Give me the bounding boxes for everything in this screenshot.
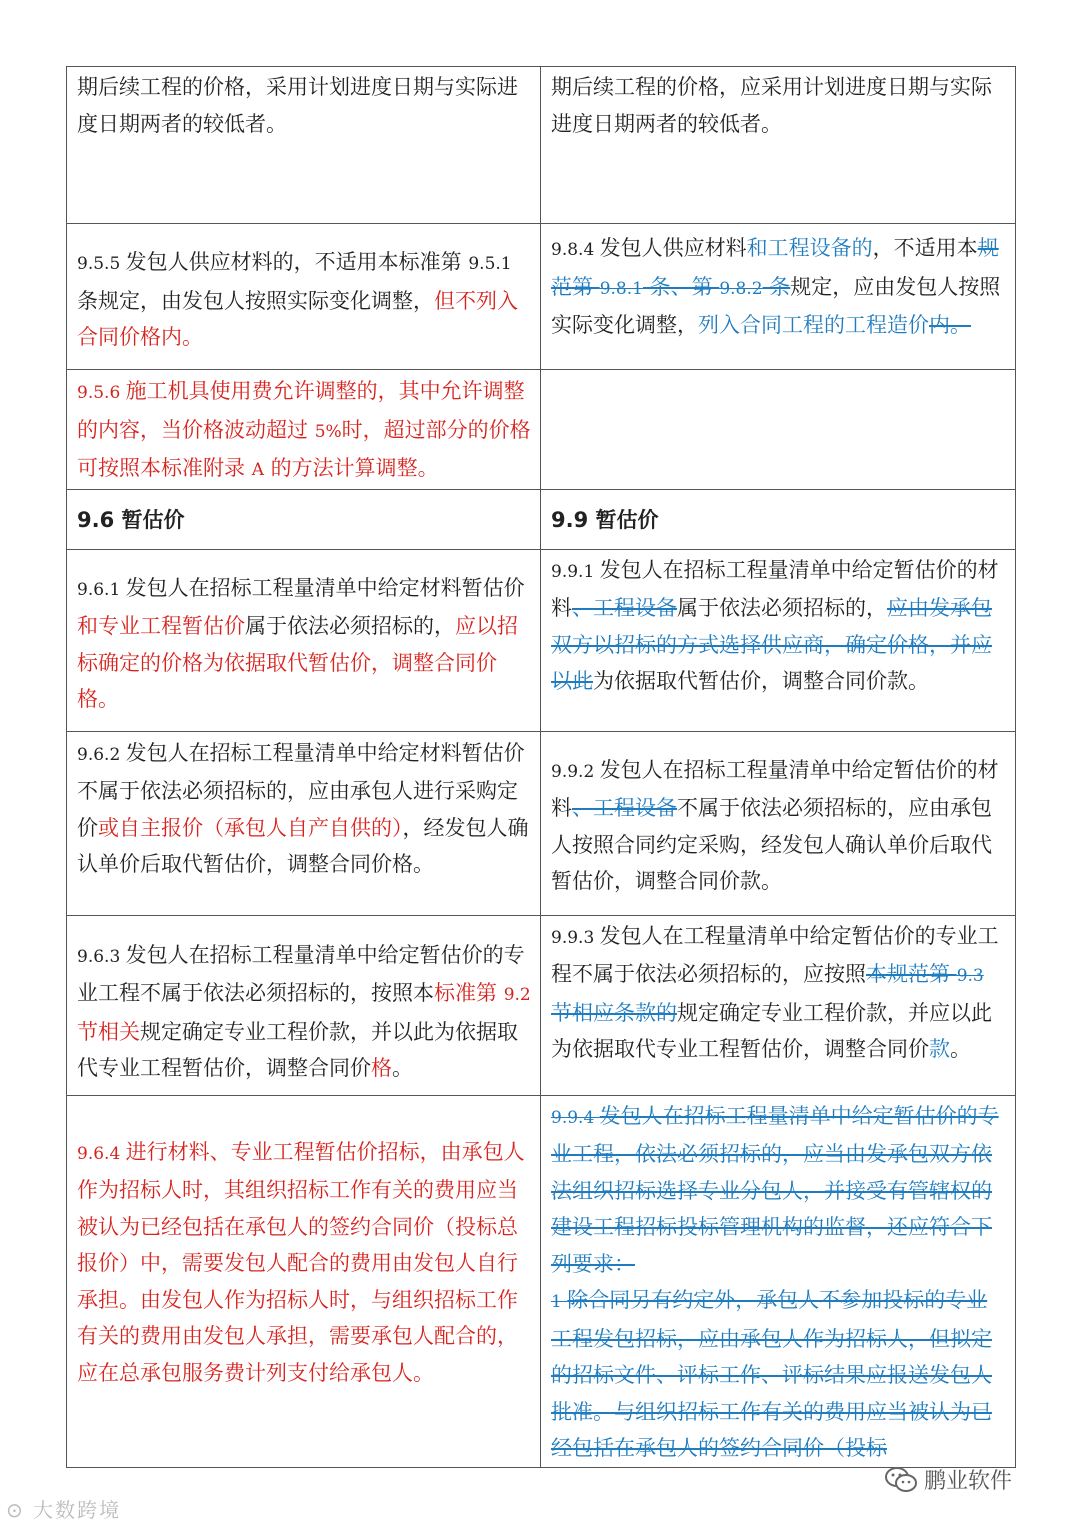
text-segment: 9.2 <box>503 985 531 1005</box>
new-standard-cell <box>541 549 1016 731</box>
text-segment: 发包人在招标工程量清单中给定暂估价的材料 <box>551 557 999 620</box>
text-segment: 施工机具使用费允许调整的，其中允许调整的内容，当价格波动超过 <box>77 379 525 442</box>
text-segment: 。 <box>392 1056 413 1080</box>
watermark-right-text: 鹏业软件 <box>924 1469 1013 1494</box>
text-segment: 条 <box>762 274 791 299</box>
text-segment: 发包人在招标工程量清单中给定暂估价的专业工程，依法必须招标的，应当由发承包双方依法组织招标选择专业分包人，并接受有管辖权的建设工程招标投标管理机构的监督，还应符合下列要求： <box>551 1103 999 1276</box>
text-segment: 本规范第 <box>866 962 957 986</box>
text-segment: 发包人供应材料 <box>599 236 747 260</box>
text-segment: 和工程设备的 <box>746 236 873 260</box>
text-segment: 、工程设备 <box>572 596 677 620</box>
text-segment: 9.9.3 <box>551 927 600 948</box>
new-standard-cell <box>541 489 1016 549</box>
new-standard-cell <box>541 224 1016 370</box>
text-segment: 9.9.1 <box>551 561 600 582</box>
text-segment: 或自主报价（承包人自产自供的） <box>98 815 403 840</box>
text-segment: 规定，应由发包人按照实际变化调整， <box>551 274 1001 337</box>
text-segment: 和专业工程暂估价 <box>77 614 245 638</box>
text-segment: 条、第 <box>642 274 720 299</box>
old-standard-cell <box>67 370 541 490</box>
watermark-left: ⊙ 大数跨境 <box>6 1498 122 1522</box>
text-segment: 的方法计算调整。 <box>263 456 439 480</box>
text-segment: 9.9.2 <box>551 761 600 782</box>
text-segment: 节相应条款的 <box>551 1000 677 1025</box>
new-standard-cell <box>541 67 1016 224</box>
text-segment: 9.8.4 <box>551 240 600 260</box>
text-segment: 应以招标确定的价格为依据取代暂估价，调整合同价格。 <box>77 614 518 711</box>
section-header-row <box>67 489 1016 549</box>
text-segment: 9.5.6 <box>77 383 126 403</box>
text-segment: 应由发承包双方以招标的方式选择供应商，确定价格，并应以此 <box>551 596 992 693</box>
text-segment: 不属于依法必须招标的，应由承包人按照合同约定采购，经发包人确认单价后取代暂估价，调整合同价款。 <box>551 796 992 893</box>
text-segment: 9.9.4 <box>551 1107 600 1128</box>
old-standard-cell <box>67 489 541 549</box>
text-segment: 发包人在招标工程量清单中给定暂估价的材料 <box>551 757 999 820</box>
text-segment: 9.9 暂估价 <box>551 507 659 532</box>
text-segment: 发包人在招标工程量清单中给定材料暂估价 <box>125 575 525 600</box>
text-segment: 格 <box>371 1056 392 1080</box>
text-segment: 9.6.2 <box>77 744 126 765</box>
text-segment: 列入合同工程的工程造价 <box>698 313 929 337</box>
text-segment: 9.8.2 <box>719 278 763 299</box>
text-segment: 期后续工程的价格，应采用计划进度日期与实际进度日期两者的较低者。 <box>551 75 992 136</box>
text-segment: A <box>251 460 264 480</box>
table-row <box>67 67 1016 224</box>
text-segment: 标准第 <box>434 981 504 1005</box>
text-segment: 9.6 暂估价 <box>77 507 185 532</box>
text-segment: 9.3 <box>956 966 984 986</box>
text-segment: 9.6.3 <box>77 946 126 967</box>
text-segment: 但不列入合同价格内。 <box>77 288 518 349</box>
text-segment: 属于依法必须招标的， <box>245 614 455 638</box>
old-standard-cell <box>67 549 541 731</box>
old-standard-cell <box>67 1095 541 1467</box>
text-segment: 时，超过部分的价格可按照本标准附录 <box>77 417 531 480</box>
text-segment: 内。 <box>929 313 971 337</box>
table-row <box>67 224 1016 370</box>
table-row <box>67 915 1016 1095</box>
table-row <box>67 731 1016 915</box>
text-segment: 9.8.1 <box>599 278 643 299</box>
watermark-right <box>884 1464 1012 1495</box>
new-standard-cell <box>541 1095 1016 1467</box>
text-segment: 款 <box>929 1037 950 1061</box>
text-segment: 除合同另有约定外，承包人不参加投标的专业工程发包招标，应由承包人作为招标人，但拟定的招标文件、评标工作、评标结果应报送发包人批准。与组织招标工作有关的费用应当被认为已经包括在承包人的签约合同价（投标 <box>551 1288 992 1460</box>
table-row <box>67 370 1016 490</box>
old-standard-cell <box>67 731 541 915</box>
text-segment: 9.5.5 <box>77 254 126 274</box>
text-segment: 发包人在招标工程量清单中给定暂估价的专业工程不属于依法必须招标的，按照本 <box>77 942 525 1005</box>
wechat-icon <box>884 1466 918 1494</box>
text-segment: 属于依法必须招标的， <box>677 596 887 620</box>
text-segment: 。 <box>950 1037 971 1061</box>
text-segment: 进行材料、专业工程暂估价招标，由承包人作为招标人时，其组织招标工作有关的费用应当被认为已经包括在承包人的签约合同价（投标总报价）中，需要发包人配合的费用由发包人自行承担。由发包人作为招标人时，与组织招标工作有关的费用由发包人承担，需要承包人配合的，应在总承包服务费计列支付给承包人。 <box>77 1139 525 1385</box>
old-standard-cell <box>67 224 541 370</box>
text-segment: 发包人在工程量清单中给定暂估价的专业工程不属于依法必须招标的，应按照 <box>551 923 999 986</box>
text-segment: 规定确定专业工程价款，并以此为依据取代专业工程暂估价，调整合同价 <box>77 1019 518 1080</box>
text-segment: 为依据取代暂估价，调整合同价款。 <box>593 669 929 693</box>
text-segment: 9.5.1 <box>468 254 512 274</box>
old-standard-cell <box>67 67 541 224</box>
text-segment: 9.6.4 <box>77 1143 126 1164</box>
text-segment: 规定确定专业工程价款，并应以此为依据取代专业工程暂估价，调整合同价 <box>551 1000 992 1061</box>
text-segment: 9.6.1 <box>77 579 126 600</box>
text-segment: 1 <box>551 1292 568 1312</box>
comparison-table <box>66 66 1016 1468</box>
text-segment: 节相关 <box>77 1019 140 1044</box>
text-segment: ，不适用本 <box>872 236 978 260</box>
text-segment: 规范第 <box>551 236 999 299</box>
text-segment: 5% <box>314 421 342 442</box>
new-standard-cell <box>541 370 1016 490</box>
new-standard-cell <box>541 915 1016 1095</box>
text-segment: 条规定，由发包人按照实际变化调整， <box>77 288 434 313</box>
text-segment: 、工程设备 <box>572 796 677 820</box>
text-segment: 发包人供应材料的，不适用本标准第 <box>125 250 469 274</box>
text-segment: ，经发包人确认单价后取代暂估价，调整合同价格。 <box>77 815 529 876</box>
text-segment: 期后续工程的价格，采用计划进度日期与实际进度日期两者的较低者。 <box>77 75 518 136</box>
table-row <box>67 549 1016 731</box>
old-standard-cell <box>67 915 541 1095</box>
weibo-icon: ⊙ <box>6 1498 34 1522</box>
table-row <box>67 1095 1016 1467</box>
new-standard-cell <box>541 731 1016 915</box>
text-segment: 发包人在招标工程量清单中给定材料暂估价不属于依法必须招标的，应由承包人进行采购定价 <box>77 740 525 840</box>
